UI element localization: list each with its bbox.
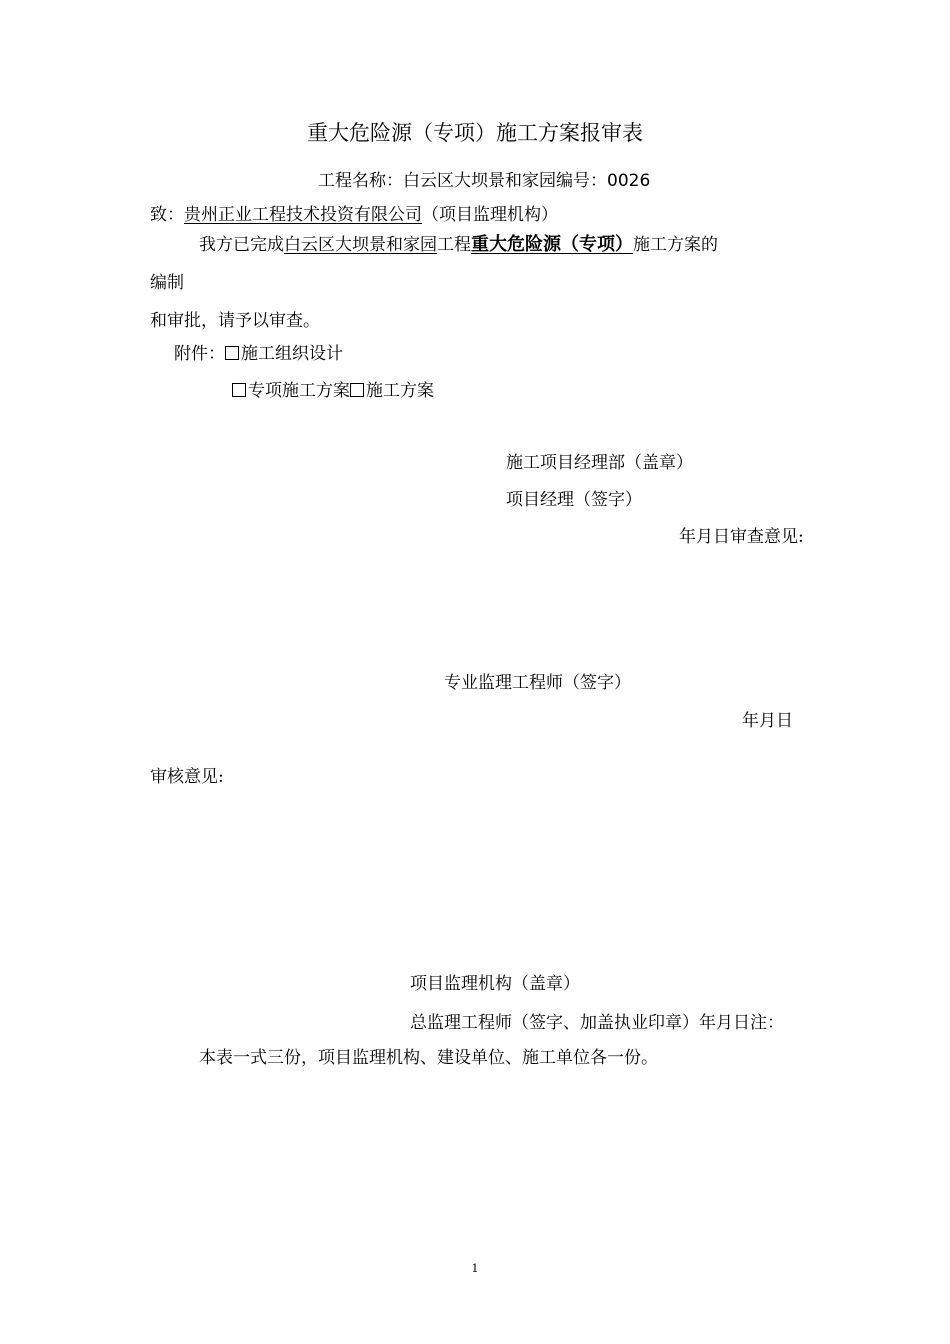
title-tail: 报审表 [580, 121, 643, 145]
attachment-construction-design: 施工组织设计 [241, 344, 343, 364]
statement-part1: 我方已完成 [199, 235, 284, 255]
chief-engineer-signature: 总监理工程师（签字、加盖执业印章）年月日注： [410, 1013, 784, 1033]
document-title [0, 119, 950, 147]
supervising-engineer-signature: 专业监理工程师（签字） [444, 673, 631, 693]
supervision-agency-seal: 项目监理机构（盖章） [410, 974, 580, 994]
statement-plan-name: 重大危险源（专项） [471, 234, 633, 255]
checkbox-construction-design[interactable] [225, 346, 239, 360]
addressee-suffix: （项目监理机构） [422, 205, 558, 225]
statement-line2: 编制 [150, 273, 184, 293]
checkbox-special-plan[interactable] [232, 383, 246, 397]
project-number: 0026 [607, 171, 651, 191]
statement-line3: 和审批，请予以审查。 [150, 311, 320, 331]
statement-project: 白云区大坝景和家园 [284, 235, 437, 255]
addressee-line [150, 204, 558, 226]
contractor-dept-seal: 施工项目经理部（盖章） [506, 453, 693, 473]
footnote: 本表一式三份，项目监理机构、建设单位、施工单位各一份。 [199, 1048, 658, 1068]
audit-opinion-label: 审核意见: [150, 767, 224, 787]
attachment-special-plan: 专项施工方案 [248, 381, 350, 401]
statement-part3: 施工方案的 [633, 235, 718, 255]
attachments-line2 [232, 380, 434, 402]
attachments-line [174, 343, 343, 365]
addressee-company: 贵州正业工程技术投资有限公司 [184, 205, 422, 225]
page-number: 1 [471, 1262, 479, 1275]
title-main: 重大危险源（专项）施工方案 [307, 121, 580, 145]
attachments-label: 附件： [174, 344, 225, 364]
checkbox-construction-plan[interactable] [350, 383, 364, 397]
project-name-label: 工程名称：白云区大坝景和家园编号： [318, 171, 607, 191]
date-review-opinion: 年月日审查意见: [679, 527, 804, 547]
attachment-construction-plan: 施工方案 [366, 381, 434, 401]
project-info-line [318, 170, 650, 192]
statement-part2: 工程 [437, 235, 471, 255]
statement-line [199, 234, 718, 256]
addressee-prefix: 致： [150, 205, 184, 225]
supervisor-date: 年月日 [742, 711, 793, 731]
project-manager-signature: 项目经理（签字） [506, 490, 642, 510]
